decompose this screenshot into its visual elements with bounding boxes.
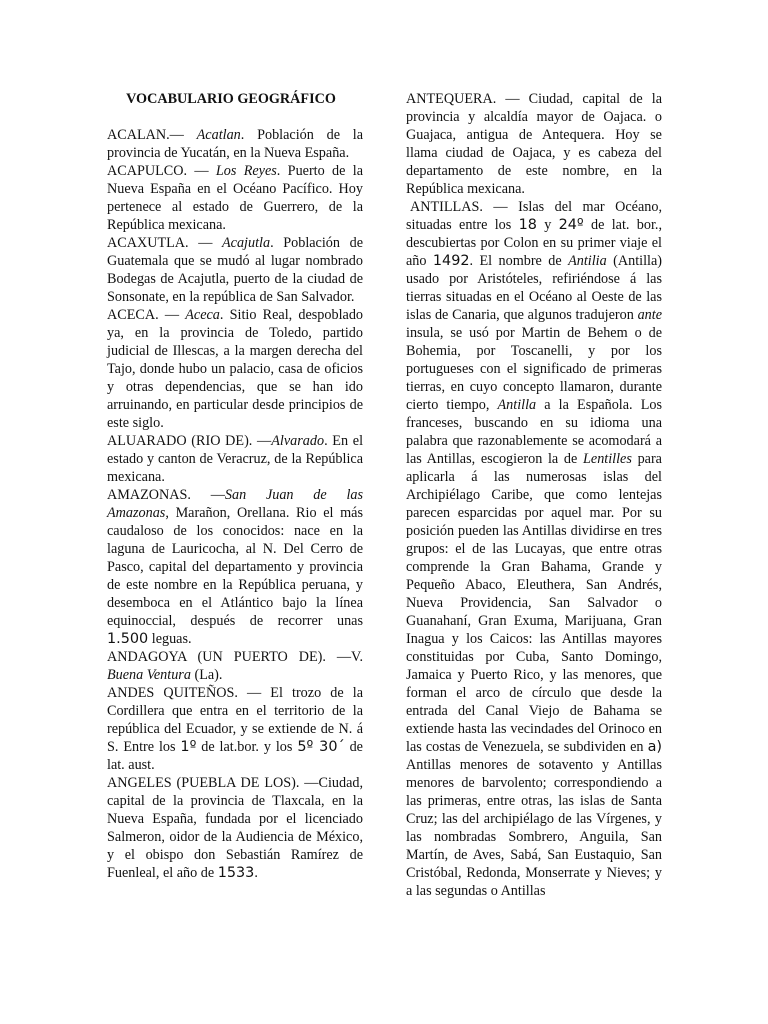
entry-text: y bbox=[536, 217, 559, 233]
entry-separator: — bbox=[299, 775, 319, 791]
entry-italic: Antilla bbox=[497, 397, 537, 413]
entry-text: insula, se usó por Martin de Behem o de Bohemia, por Toscanelli, y por los portugueses con el significado de primeras tierras, en cuyo concepto llamaron, durante cierto tiempo, bbox=[406, 325, 662, 413]
entry-alt-name: Acajutla bbox=[222, 235, 271, 251]
entry-term: ACECA. bbox=[107, 307, 159, 323]
entry-text: . El nombre de bbox=[469, 253, 569, 269]
entry-angeles bbox=[107, 774, 363, 882]
entry-term: ANTEQUERA. bbox=[406, 91, 497, 107]
entry-text: para aplicarla á las numerosas islas del Archipiélago Caribe, que como lentejas parecen esparcidas por aquel mar. Por su posición pueden las Antillas dividirse en tres grupos: el de las Lucayas, que entre otras comprende la Gran Bahama, Grande y Pequeño Abaco, Eleuthera, San Andrés, Nueva Providencia, San Salvador o Guanahaní, Gran Exuma, Marijuana, Gran Inagua y los Caicos: las Antillas mayores constituidas por Cuba, Santo Domingo, Jamaica y Puerto Rico, y las menores, que forman el arco de círculo que desde la entrada del Canal Viejo de Bahama se extiende hasta las vecindades del Orinoco en las costas de Venezuela, se subdividen en bbox=[406, 451, 662, 755]
entry-text-after: leguas. bbox=[148, 631, 192, 647]
entry-text-after: . bbox=[254, 865, 258, 881]
entry-aluarado bbox=[107, 432, 363, 486]
entry-text-after: de lat.bor. y los bbox=[196, 739, 298, 755]
entry-term: ALUARADO (RIO DE). bbox=[107, 433, 253, 449]
right-column bbox=[406, 90, 662, 900]
entry-andagoya bbox=[107, 648, 363, 684]
entry-text: . Población de la provincia de Yucatán, en la Nueva España. bbox=[107, 127, 364, 161]
entry-text: a la Española. Los franceses, buscando en su idioma una palabra que razonablemente se acomodará a las Antillas, escogieron la de bbox=[406, 397, 662, 467]
entry-separator: —V. bbox=[325, 649, 363, 665]
entry-term: ACALAN. bbox=[107, 127, 170, 143]
entry-antillas bbox=[406, 198, 662, 900]
entry-number: 1º bbox=[180, 739, 197, 755]
entry-separator: — bbox=[188, 235, 222, 251]
entry-separator: — bbox=[482, 199, 519, 215]
entry-number: 5º 30´ bbox=[297, 739, 345, 755]
entry-term: ANGELES (PUEBLA DE LOS). bbox=[107, 775, 300, 791]
entry-antequera bbox=[406, 90, 662, 198]
entry-text: El trozo de la Cordillera que entra en el territorio de la república del Ecuador, y se extiende de N. á S. Entre los bbox=[107, 685, 364, 755]
entry-separator: — bbox=[187, 163, 216, 179]
entry-andes-quitenos bbox=[107, 684, 363, 774]
entry-text-after: de lat. aust. bbox=[107, 739, 363, 773]
entry-acaxutla bbox=[107, 234, 363, 306]
document-title: VOCABULARIO GEOGRÁFICO bbox=[126, 91, 336, 107]
entry-text: (Antilla) usado por Aristóteles, refiriéndose á las tierras situadas en el Océano al Oeste de las islas de Canaria, que algunos tradujeron bbox=[406, 253, 662, 323]
entry-acalan bbox=[107, 126, 363, 162]
entry-text: . Sitio Real, despoblado ya, en la provincia de Toledo, partido judicial de Illescas, a la margen derecha del Tajo, donde hubo un palacio, casa de oficios y otras dependencias, que se han ido arruinando, en particular desde principios de este siglo. bbox=[107, 307, 364, 431]
entry-number: 1.500 bbox=[107, 631, 149, 647]
entry-number: 1533 bbox=[217, 865, 255, 881]
entry-term: ANDAGOYA (UN PUERTO DE). bbox=[107, 649, 326, 665]
entry-separator: — bbox=[252, 433, 272, 449]
entry-alt-name: San Juan de las Amazonas bbox=[107, 487, 363, 521]
entry-text: , Marañon, Orellana. Rio el más caudaloso de los conocidos: nace en la laguna de Lauricocha, al N. Del Cerro de Pasco, capital del departamento y provincia de este nombre en la República peruana, y desemboca en el Atlántico bajo la línea equinoccial, después de recorrer unas bbox=[107, 505, 363, 629]
entry-alt-name: Los Reyes bbox=[215, 163, 277, 179]
entry-acapulco bbox=[107, 162, 363, 234]
left-column bbox=[107, 90, 363, 882]
entry-separator: — bbox=[190, 487, 225, 503]
entry-term: ACAPULCO. bbox=[107, 163, 188, 179]
entry-term: ACAXUTLA. bbox=[107, 235, 189, 251]
entry-text: . Puerto de la Nueva España en el Océano Pacífico. Hoy pertenece al estado de Guerrero, de la República mexicana. bbox=[107, 163, 364, 233]
entry-separator: — bbox=[496, 91, 529, 107]
entry-aceca bbox=[107, 306, 363, 432]
entry-term: ANDES QUITEÑOS. bbox=[107, 685, 238, 701]
entry-text: . En el estado y canton de Veracruz, de la República mexicana. bbox=[107, 433, 364, 485]
entry-italic: Antilia bbox=[568, 253, 607, 269]
entry-text: Ciudad, capital de la provincia de Tlaxcala, en la Nueva España, fundada por el licenciado Salmeron, oidor de la Audiencia de México, y el obispo don Sebastián Ramírez de Fuenleal, el año de bbox=[107, 775, 364, 881]
entry-separator: — bbox=[237, 685, 271, 701]
entry-italic: ante bbox=[637, 307, 662, 323]
entry-alt-name: Alvarado bbox=[271, 433, 325, 449]
entry-text: Islas del mar Océano, situadas entre los bbox=[406, 199, 662, 233]
entry-text: . Población de Guatemala que se mudó al lugar nombrado Bodegas de Acajutla, puerto de la ciudad de Sonsonate, en la república de San Salvador. bbox=[107, 235, 363, 305]
entry-amazonas bbox=[107, 486, 363, 648]
entry-term: AMAZONAS. bbox=[107, 487, 191, 503]
entry-alt-name: Acatlan bbox=[196, 127, 241, 143]
entry-text: Antillas menores de sotavento y Antillas menores de barvolento; correspondiendo a las primeras, entre otras, las islas de Santa Cruz; las del archipiélago de las Vírgenes, y las nombradas Sombrero, Anguila, San Martín, de Aves, Sabá, San Eustaquio, San Cristóbal, Redonda, Monserrate y Nieves; y a las segundas o Antillas bbox=[406, 757, 662, 899]
entry-number: a) bbox=[647, 739, 662, 755]
entry-number: 18 bbox=[518, 217, 537, 233]
entry-text: de lat. bor., descubiertas por Colon en su primer viaje el año bbox=[406, 217, 663, 269]
entry-separator: — bbox=[169, 127, 197, 143]
entry-separator: — bbox=[158, 307, 186, 323]
entry-alt-name: Buena Ventura bbox=[107, 667, 191, 683]
entry-text: Ciudad, capital de la provincia y alcaldía mayor de Oajaca. o Guajaca, antigua de Antequera. Hoy se llama ciudad de Oajaca, y es cabeza del departamento de este nombre, en la República mexicana. bbox=[406, 91, 662, 197]
entry-number: 24º bbox=[558, 217, 584, 233]
entry-number: 1492 bbox=[432, 253, 470, 269]
entry-term: ANTILLAS. bbox=[410, 199, 483, 215]
entry-alt-name: Aceca bbox=[185, 307, 220, 323]
entry-text: (La). bbox=[190, 667, 223, 683]
entry-italic: Lentilles bbox=[583, 451, 632, 467]
